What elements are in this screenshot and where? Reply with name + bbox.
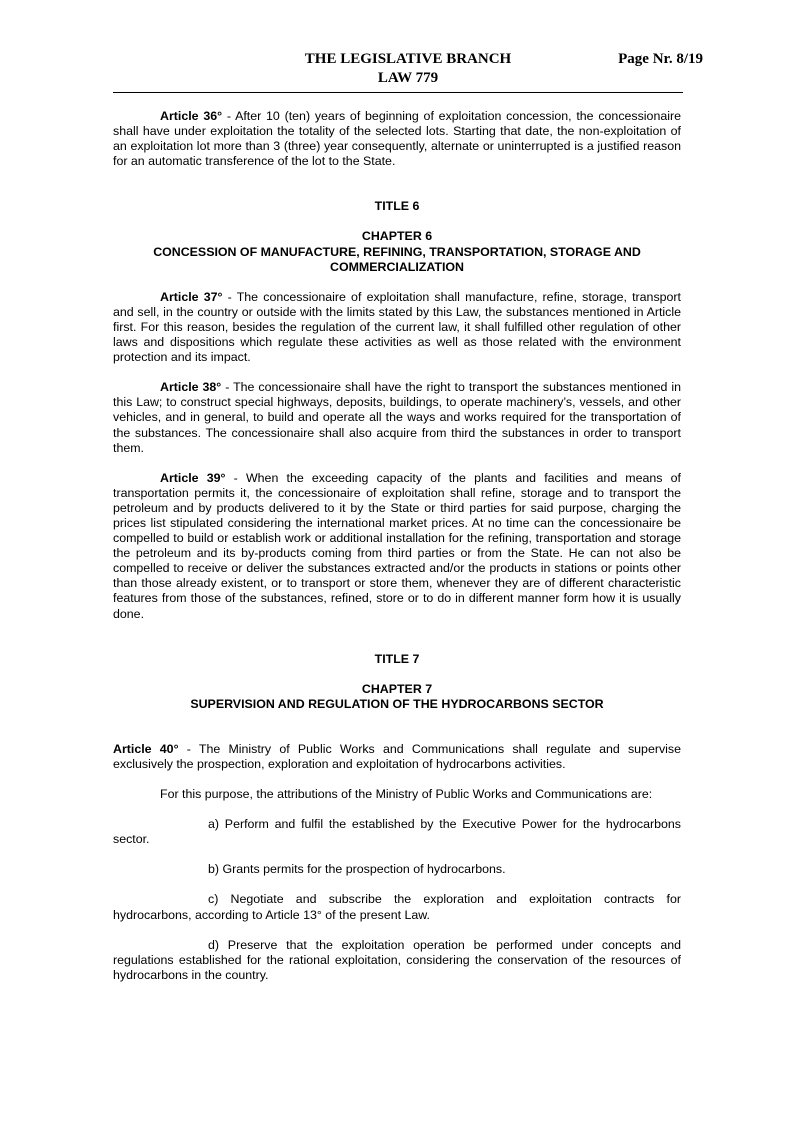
- article-39-text: - When the exceeding capacity of the plants and facilities and means of transportation permits it, the concessionaire of exploitation shall refine, storage and to transport the petroleum and by products delivered to it by the State or third parties for said purpose, charging the prices list stipulated considering the international market prices. At no time can the concessionaire be compelled to build or establish work or additional installation for the refining, transportation and storage the petroleum and its by-products coming from third parties or from the State. He can not also be compelled to receive or deliver the substances extracted and/or the products in stations or points other than those already existent, or to transport or store them, whenever they are of different characteristic features from those of the substances, refined, store or to do in different manner form how it is usually done.: [113, 470, 681, 621]
- header-divider: [113, 92, 683, 93]
- article-38: [113, 380, 681, 455]
- list-item: b) Grants permits for the prospection of hydrocarbons.: [208, 862, 506, 877]
- article-39: [113, 471, 681, 622]
- article-39-label: Article 39°: [160, 470, 226, 485]
- article-40-label: Article 40°: [113, 741, 179, 756]
- article-38-text: - The concessionaire shall have the right to transport the substances mentioned in this Law; to construct special highways, deposits, buildings, to operate machinery’s, vessels, and other vehicles, and in general, to build and operate all the ways and works required for the transportation of the substances. The concessionaire shall also acquire from third the substances in order to transport them.: [113, 380, 681, 455]
- article-37-label: Article 37°: [160, 289, 223, 304]
- list-item: a) Perform and fulfil the established by the Executive Power for the hydrocarbons sector.: [113, 817, 681, 847]
- chapter-7-heading: SUPERVISION AND REGULATION OF THE HYDROCARBONS SECTOR: [190, 696, 604, 711]
- article-38-label: Article 38°: [160, 380, 222, 395]
- article-37-text: - The concessionaire of exploitation shall manufacture, refine, storage, transport and sell, in the country or outside with the limits stated by this Law, the substances mentioned in Article first. For this reason, besides the regulation of the current law, it shall fulfilled other regulation of other laws and dispositions which regulate these activities as well as those related with the environment protection and its impact.: [113, 289, 681, 365]
- article-36-label: Article 36°: [160, 109, 223, 123]
- article-40-text: - The Ministry of Public Works and Communications shall regulate and supervise exclusively the prospection, exploration and exploitation of hydrocarbons activities.: [113, 741, 681, 771]
- header-title: THE LEGISLATIVE BRANCH: [304, 51, 512, 67]
- document-body: [113, 109, 681, 983]
- title-6: TITLE 6: [374, 199, 420, 214]
- law-number: LAW 779: [377, 70, 439, 86]
- page-header: [113, 50, 703, 106]
- article-37: [113, 290, 681, 365]
- article-36-text: - After 10 (ten) years of beginning of exploitation concession, the concessionaire shall have under exploitation the totality of the selected lots. Starting that date, the non-exploitation of an exploitation lot more than 3 (three) year consequently, alternate or uninterrupted is a justified reason for an automatic transference of the lot to the State.: [113, 109, 681, 169]
- chapter-6: CHAPTER 6: [361, 229, 433, 244]
- article-40: [113, 742, 681, 772]
- chapter-7: CHAPTER 7: [361, 681, 433, 696]
- article-36: [113, 109, 681, 169]
- list-item: c) Negotiate and subscribe the exploration and exploitation contracts for hydrocarbons, according to Article 13° of the present Law.: [113, 892, 681, 922]
- title-7: TITLE 7: [374, 651, 420, 666]
- article-40-intro: For this purpose, the attributions of the Ministry of Public Works and Communications are:: [160, 787, 653, 802]
- chapter-6-heading: CONCESSION OF MANUFACTURE, REFINING, TRANSPORTATION, STORAGE AND COMMERCIALIZATION: [153, 244, 641, 274]
- list-item: d) Preserve that the exploitation operation be performed under concepts and regulations established for the rational exploitation, considering the conservation of the resources of hydrocarbons in the country.: [113, 937, 681, 982]
- page-number: Page Nr. 8/19: [618, 51, 703, 67]
